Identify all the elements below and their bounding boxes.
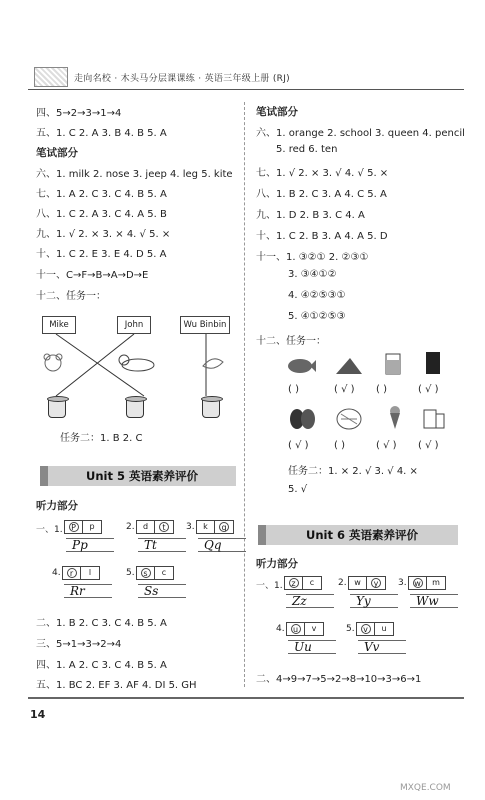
- letter-item: 4. u v Uu: [276, 622, 346, 658]
- answer-line: 八、1. B 2. C 3. A 4. C 5. A: [256, 189, 387, 200]
- letter-item: 一、1.: [36, 525, 63, 535]
- letter-item: 3. w m Ww: [398, 576, 468, 612]
- answer-line: 二、4→9→7→5→2→8→10→3→6→1: [256, 674, 422, 685]
- answer-line: 九、1. √ 2. × 3. × 4. √ 5. ×: [36, 229, 171, 240]
- handwritten-letter: Vv: [358, 640, 406, 654]
- ice-cream-icon: [380, 404, 410, 430]
- answer-line: 任务二：1. B 2. C: [60, 433, 143, 444]
- answer-mark: ( √ ): [418, 440, 439, 451]
- letter-item: 3. k q Qq: [186, 520, 256, 556]
- answer-line: 五、1. BC 2. EF 3. AF 4. DI 5. GH: [36, 680, 197, 691]
- sausage-icon: [288, 406, 318, 432]
- answer-line: 十二、任务一：: [36, 291, 106, 302]
- answer-mark: ( ): [334, 440, 345, 451]
- answer-line: 七、1. A 2. C 3. C 4. B 5. A: [36, 189, 167, 200]
- handwritten-letter: Qq: [198, 538, 246, 552]
- answer-line: 七、1. √ 2. × 3. √ 4. √ 5. ×: [256, 168, 389, 179]
- handwritten-letter: Pp: [66, 538, 114, 552]
- letter-item: 2. d t Tt: [126, 520, 196, 556]
- juice-icon: [378, 350, 408, 376]
- letter-item: 一、1.: [256, 581, 283, 591]
- letter-item: P p Pp: [54, 520, 114, 556]
- unit-title: Unit 6 英语素养评价: [306, 528, 418, 542]
- watermark: MXQE.COM: [400, 783, 451, 793]
- letter-item: z c Zz: [274, 576, 334, 612]
- answer-line: 5. ④①②⑤③: [288, 311, 346, 322]
- fish-icon: [286, 352, 316, 378]
- section-heading: 笔试部分: [256, 106, 298, 118]
- name-tag: Mike: [42, 316, 76, 334]
- answer-line: 4. ④②⑤③①: [288, 290, 346, 301]
- answer-line: 任务二：1. × 2. √ 3. √ 4. ×: [288, 466, 418, 477]
- answer-line: 八、1. C 2. A 3. C 4. A 5. B: [36, 209, 167, 220]
- answer-line: 3. ③④①②: [288, 269, 337, 280]
- answer-line: 四、5→2→3→1→4: [36, 108, 122, 119]
- handwritten-letter: Ss: [138, 584, 186, 598]
- handwritten-letter: Tt: [138, 538, 186, 552]
- answer-line: 三、5→1→3→2→4: [36, 639, 122, 650]
- answer-mark: ( √ ): [334, 384, 355, 395]
- answer-line: 九、1. D 2. B 3. C 4. A: [256, 210, 365, 221]
- name-tag: Wu Binbin: [180, 316, 230, 334]
- letter-item: 5. s c Ss: [126, 566, 196, 602]
- milk-icon: [418, 404, 448, 430]
- cola-icon: [418, 350, 448, 376]
- letter-item: 2. w y Yy: [338, 576, 408, 612]
- answer-line: 五、1. C 2. A 3. B 4. B 5. A: [36, 128, 167, 139]
- page-number: 14: [30, 708, 46, 721]
- answer-mark: ( √ ): [376, 440, 397, 451]
- letter-item: 4. r l Rr: [52, 566, 122, 602]
- unit-title: Unit 5 英语素养评价: [86, 469, 198, 483]
- handwritten-letter: Rr: [64, 584, 112, 598]
- name-tag: John: [117, 316, 151, 334]
- answer-mark: ( √ ): [288, 440, 309, 451]
- answer-line: 十一、1. ③②① 2. ②③①: [256, 252, 369, 263]
- section-heading: 听力部分: [36, 500, 78, 512]
- answer-line: 十、1. C 2. B 3. A 4. A 5. D: [256, 231, 388, 242]
- answer-mark: ( ): [376, 384, 387, 395]
- answer-line: 十二、任务一：: [256, 336, 326, 347]
- cake-icon: [334, 352, 364, 378]
- handwritten-letter: Uu: [288, 640, 336, 654]
- section-heading: 听力部分: [256, 558, 298, 570]
- handwritten-letter: Yy: [350, 594, 398, 608]
- answer-mark: ( √ ): [418, 384, 439, 395]
- answer-line: 5. √: [288, 484, 308, 495]
- bread-icon: [334, 406, 364, 432]
- answer-line: 六、1. milk 2. nose 3. jeep 4. leg 5. kite: [36, 169, 233, 180]
- unit-banner: [258, 525, 458, 545]
- answer-line: 十、1. C 2. E 3. E 4. D 5. A: [36, 249, 167, 260]
- answer-line: 二、1. B 2. C 3. C 4. B 5. A: [36, 618, 167, 629]
- header-title: 走向名校 · 木头马分层课课练 · 英语三年级上册 (RJ): [74, 74, 290, 84]
- answer-mark: ( ): [288, 384, 299, 395]
- answer-line: 六、1. orange 2. school 3. queen 4. pencil: [256, 128, 465, 139]
- answer-line: 5. red 6. ten: [276, 144, 338, 155]
- answer-line: 十一、C→F→B→A→D→E: [36, 270, 149, 281]
- section-heading: 笔试部分: [36, 147, 78, 159]
- handwritten-letter: Zz: [286, 594, 334, 608]
- letter-item: 5. v u Vv: [346, 622, 416, 658]
- handwritten-letter: Ww: [410, 594, 458, 608]
- footer-rule: [28, 697, 464, 699]
- answer-line: 四、1. A 2. C 3. C 4. B 5. A: [36, 660, 167, 671]
